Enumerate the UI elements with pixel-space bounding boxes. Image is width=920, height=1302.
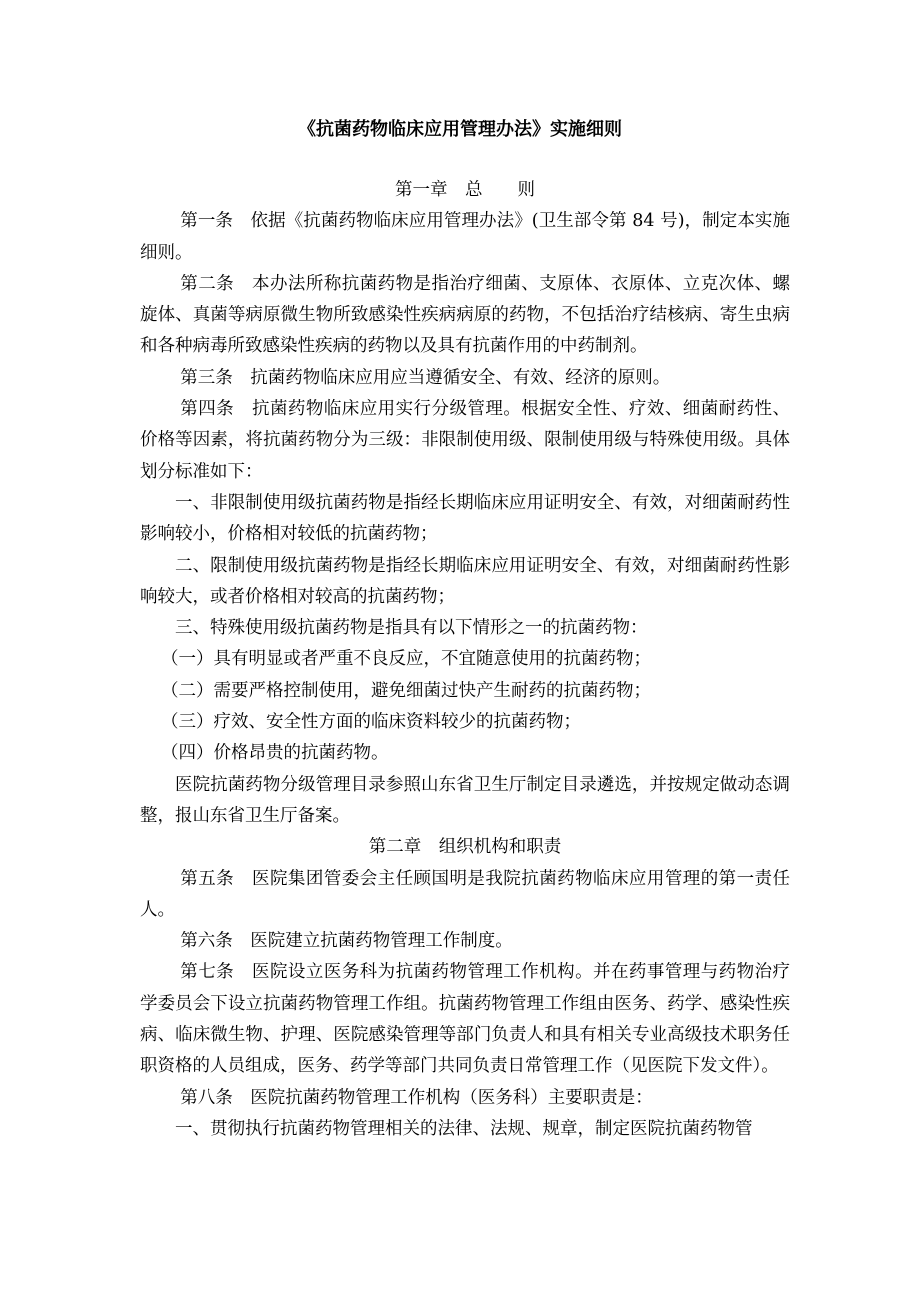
article-paragraph: 第六条 医院建立抗菌药物管理工作制度。: [180, 931, 513, 952]
document-body: [140, 175, 790, 1145]
document-title: 《抗菌药物临床应用管理办法》实施细则: [298, 119, 622, 140]
list-item: 三、特殊使用级抗菌药物是指具有以下情形之一的抗菌药物：: [175, 618, 648, 639]
chapter-heading: 第一章 总 则: [395, 180, 535, 200]
list-item: 二、限制使用级抗菌药物是指经长期临床应用证明安全、有效，对细菌耐药性影响较大，或者价格相对较高的抗菌药物；: [140, 555, 790, 607]
article-paragraph: 第五条 医院集团管委会主任顾国明是我院抗菌药物临床应用管理的第一责任人。: [140, 868, 790, 920]
sub-list-item: （二）需要严格控制使用，避免细菌过快产生耐药的抗菌药物；: [161, 680, 651, 701]
article-paragraph: 第八条 医院抗菌药物管理工作机构（医务科）主要职责是：: [180, 1087, 653, 1108]
article-paragraph: 第四条 抗菌药物临床应用实行分级管理。根据安全性、疗效、细菌耐药性、价格等因素，将抗菌药物分为三级：非限制使用级、限制使用级与特殊使用级。具体划分标准如下：: [140, 399, 790, 482]
sub-list-item: （一）具有明显或者严重不良反应，不宜随意使用的抗菌药物；: [161, 649, 651, 670]
chapter-heading: 第二章 组织机构和职责: [368, 837, 562, 858]
list-item: 一、非限制使用级抗菌药物是指经长期临床应用证明安全、有效，对细菌耐药性影响较小，价格相对较低的抗菌药物；: [140, 492, 790, 545]
sub-list-item: （四）价格昂贵的抗菌药物。: [161, 743, 389, 764]
article-paragraph: 第二条 本办法所称抗菌药物是指治疗细菌、支原体、衣原体、立克次体、螺旋体、真菌等病原微生物所致感染性疾病病原的药物，不包括治疗结核病、寄生虫病和各种病毒所致感染性疾病的药物以及具有抗菌作用的中药制剂。: [140, 273, 790, 357]
sub-list-item: （三）疗效、安全性方面的临床资料较少的抗菌药物；: [161, 712, 581, 733]
article-paragraph: 第一条 依据《抗菌药物临床应用管理办法》(卫生部令第 84 号)，制定本实施细则。: [140, 211, 790, 263]
article-paragraph: 第三条 抗菌药物临床应用应当遵循安全、有效、经济的原则。: [180, 367, 671, 388]
list-item: 一、贯彻执行抗菌药物管理相关的法律、法规、规章，制定医院抗菌药物管: [175, 1118, 753, 1139]
article-paragraph: 第七条 医院设立医务科为抗菌药物管理工作机构。并在药事管理与药物治疗学委员会下设立抗菌药物管理工作组。抗菌药物管理工作组由医务、药学、感染性疾病、临床微生物、护理、医院感染管理等部门负责人和具有相关专业高级技术职务任职资格的人员组成，医务、药学等部门共同负责日常管理工作（见医院下发文件）。: [140, 962, 790, 1077]
list-item: 医院抗菌药物分级管理目录参照山东省卫生厅制定目录遴选，并按规定做动态调整，报山东省卫生厅备案。: [140, 774, 790, 826]
